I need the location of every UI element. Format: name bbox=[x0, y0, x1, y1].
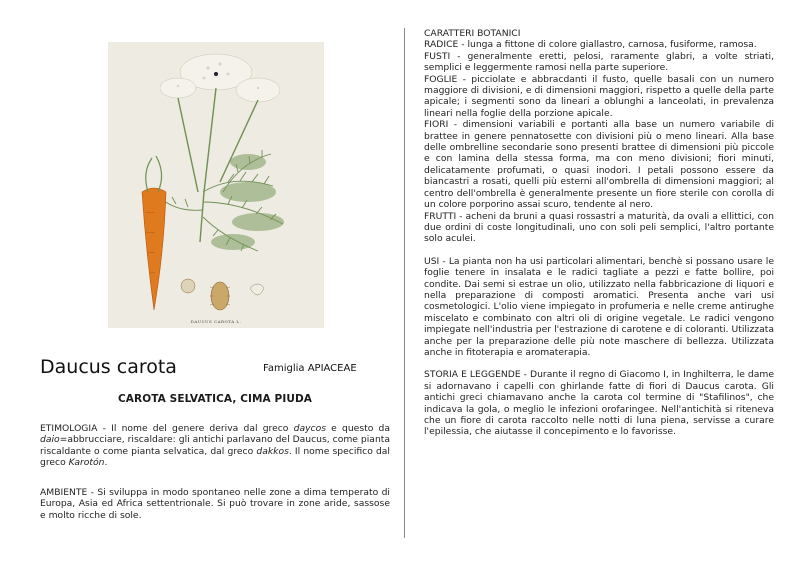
carrot-plant-image bbox=[108, 42, 324, 328]
storia-paragraph: STORIA E LEGGENDE - Durante il regno di Giacomo I, in Inghilterra, le dame si adornavano i capelli con ghirlande fatte di fiori di Daucus carota. Gli antichi greci chiamavano anche la carota col termine di "Stafilinos", che indicava la gola, o meglio le infezioni orofaringee. Nell'antichità si riteneva che un fiore di carota raccolto nelle notti di luna piena, servisse a curare l'epilessia, che aiutasse il concepimento e lo favorisse. bbox=[424, 369, 774, 438]
botanical-illustration bbox=[108, 42, 324, 328]
etimologia-paragraph: ETIMOLOGIA - Il nome del genere deriva dal greco daycos e questo da daio=abbrucciare, riscaldare: gli antichi parlavano del Daucus, come pianta riscaldante o come pianta selvatica, dal greco dakkos. Il nome specifico dal greco Karotón. bbox=[40, 423, 390, 469]
frutti-paragraph: FRUTTI - acheni da bruni a quasi rossastri a maturità, da ovali a ellittici, con due ordini di coste longitudinali, uno con soli peli semplici, l'altro portante solo aculei. bbox=[424, 210, 774, 245]
column-divider bbox=[404, 28, 405, 538]
common-names: CAROTA SELVATICA, CIMA PIUDA bbox=[117, 393, 313, 405]
plate-caption: DAUCUS CAROTA L. bbox=[190, 319, 242, 324]
spacer bbox=[424, 245, 774, 256]
fiori-paragraph: FIORI - dimensioni variabili e portanti alla base un numero variabile di brattee in genere pennatosette con divisioni più o meno lineari. Alla base delle ombrelline secondarie sono presenti brattee di dimensioni più piccole e con lamina della stessa forma, ma con meno divisioni; fiori minuti, delicatamente profumati, o quasi inodori. I petali possono essere da biancastri a rosati, quelli più esterni all'ombrella di dimensioni maggiori; al centro dell'ombrella è generalmente presente un fiore sterile con corolla di un colore porporino assai scuro, tendente al nero. bbox=[424, 119, 774, 211]
botanical-heading: CARATTERI BOTANICI bbox=[424, 28, 521, 39]
left-column bbox=[40, 0, 392, 565]
family-name: Famiglia APIACEAE bbox=[263, 363, 357, 374]
foglie-paragraph: FOGLIE - picciolate e abbracdanti il fusto, quelle basali con un numero maggiore di divisioni, e di dimensioni maggiori, rispetto a quelle della parte apicale; i segmenti sono da lineari a oblunghi a lanceolati, in prevalenza lineari nella foglie della porzione apicale. bbox=[424, 73, 774, 119]
fusti-paragraph: FUSTI - generalmente eretti, pelosi, raramente glabri, a volte striati, semplici e leggermente ramosi nella parte superiore. bbox=[424, 50, 774, 74]
species-name: Daucus carota bbox=[40, 356, 177, 378]
right-column bbox=[424, 28, 774, 438]
spacer bbox=[424, 358, 774, 369]
ambiente-paragraph: AMBIENTE - Si sviluppa in modo spontaneo nelle zone a dima temperato di Europa, Asia ed Africa settentrionale. Si può trovare in zone aride, sassose e molto ricche di sole. bbox=[40, 487, 390, 521]
usi-paragraph: USI - La pianta non ha usi particolari alimentari, benchè si possano usare le foglie tenere in insalata e le radici tagliate a pezzi e fatte bollire, poi condite. Dai semi si estrae un olio, utilizzato nella fabbricazione di liquori e nella preparazione di composti aromatici. Presenta anche vari usi cosmetologici. L'olio viene impiegato in profumeria e nelle creme antirughe miscelato e combinato con altri oli di origine vegetale. Le radici vengono impiegate nell'industria per l'estrazione di carotene e di coloranti. Utilizzata anche per la preparazione delle più note maschere di bellezza. Utilizzata anche in fitoterapia e aromaterapia. bbox=[424, 255, 774, 358]
radice-paragraph: RADICE - lunga a fittone di colore giallastro, carnosa, fusiforme, ramosa. bbox=[424, 39, 757, 51]
